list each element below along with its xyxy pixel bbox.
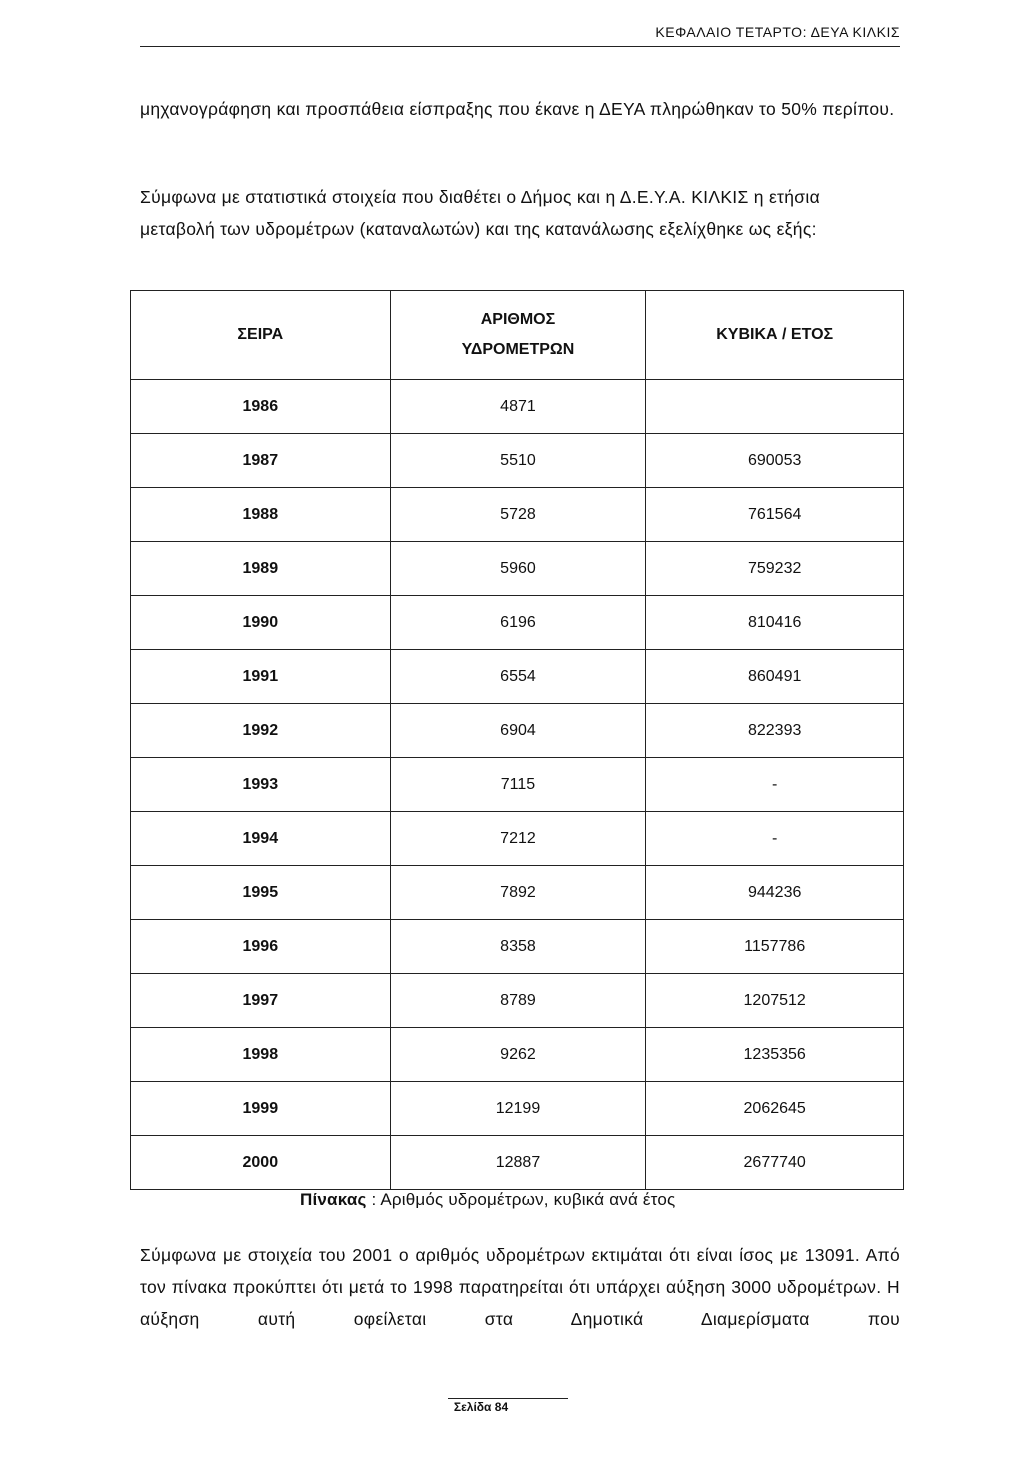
closing-paragraph: Σύμφωνα με στοιχεία του 2001 ο αριθμός υδρομέτρων εκτιμάται ότι είναι ίσος με 13091. Από τον πίνακα προκύπτει ότι μετά το 1998 παρατηρείται ότι υπάρχει αύξηση 3000 υδρομέτρων. Η αύξηση αυτή οφείλεται στα Δημοτικά Διαμερίσματα που — [140, 1245, 900, 1329]
table-row — [131, 488, 904, 542]
table-row — [131, 974, 904, 1028]
cell-year: 1988 — [131, 488, 391, 542]
cell-year: 1998 — [131, 1028, 391, 1082]
cell-meters: 7115 — [390, 758, 646, 812]
cell-meters: 6554 — [390, 650, 646, 704]
cell-year: 1997 — [131, 974, 391, 1028]
header-meters-line2: ΥΔΡΟΜΕΤΡΩΝ — [461, 341, 575, 358]
caption-label: Πίνακας — [300, 1190, 367, 1209]
cell-meters: 6196 — [390, 596, 646, 650]
cell-meters: 5728 — [390, 488, 646, 542]
table-row — [131, 1082, 904, 1136]
cell-cubic: - — [646, 758, 904, 812]
intro-paragraph-2: Σύμφωνα με στατιστικά στοιχεία που διαθέτει ο Δήμος και η Δ.Ε.Υ.Α. ΚΙΛΚΙΣ η ετήσια μεταβολή των υδρομέτρων (καταναλωτών) και της κατανάλωσης εξελίχθηκε ως εξής: — [140, 187, 820, 239]
cell-meters: 6904 — [390, 704, 646, 758]
cell-meters: 4871 — [390, 380, 646, 434]
cell-meters: 5510 — [390, 434, 646, 488]
cell-cubic: 2062645 — [646, 1082, 904, 1136]
cell-meters: 8789 — [390, 974, 646, 1028]
table-row — [131, 434, 904, 488]
cell-year: 1989 — [131, 542, 391, 596]
cell-meters: 12887 — [390, 1136, 646, 1190]
cell-cubic — [646, 380, 904, 434]
table-row — [131, 380, 904, 434]
cell-meters: 7892 — [390, 866, 646, 920]
intro-paragraph-1: μηχανογράφηση και προσπάθεια είσπραξης που έκανε η ΔΕΥΑ πληρώθηκαν το 50% περίπου. — [140, 99, 895, 119]
cell-meters: 12199 — [390, 1082, 646, 1136]
cell-cubic: 690053 — [646, 434, 904, 488]
table-row — [131, 1136, 904, 1190]
cell-cubic: 944236 — [646, 866, 904, 920]
table-row — [131, 542, 904, 596]
cell-cubic: - — [646, 812, 904, 866]
cell-cubic: 822393 — [646, 704, 904, 758]
cell-year: 1999 — [131, 1082, 391, 1136]
table-row — [131, 596, 904, 650]
cell-year: 1987 — [131, 434, 391, 488]
cell-cubic: 759232 — [646, 542, 904, 596]
header-year: ΣΕΙΡΑ — [131, 291, 391, 380]
cell-year: 2000 — [131, 1136, 391, 1190]
cell-cubic: 2677740 — [646, 1136, 904, 1190]
header-meters-line1: ΑΡΙΘΜΟΣ — [480, 311, 556, 328]
table-caption — [300, 1190, 675, 1210]
cell-cubic: 860491 — [646, 650, 904, 704]
cell-year: 1986 — [131, 380, 391, 434]
cell-year: 1993 — [131, 758, 391, 812]
footer-rule — [448, 1398, 568, 1399]
chapter-header: ΚΕΦΑΛΑΙΟ ΤΕΤΑΡΤΟ: ΔΕΥΑ ΚΙΛΚΙΣ — [655, 24, 900, 40]
header-rule — [140, 46, 900, 47]
cell-year: 1994 — [131, 812, 391, 866]
cell-meters: 5960 — [390, 542, 646, 596]
cell-year: 1996 — [131, 920, 391, 974]
table-row — [131, 650, 904, 704]
table-row — [131, 1028, 904, 1082]
cell-meters: 7212 — [390, 812, 646, 866]
header-meters — [390, 291, 646, 380]
cell-year: 1995 — [131, 866, 391, 920]
cell-cubic: 810416 — [646, 596, 904, 650]
caption-text: : Αριθμός υδρομέτρων, κυβικά ανά έτος — [371, 1190, 676, 1209]
cell-year: 1991 — [131, 650, 391, 704]
table-row — [131, 758, 904, 812]
page-number: Σελίδα 84 — [453, 1400, 509, 1414]
cell-cubic: 1207512 — [646, 974, 904, 1028]
table-row — [131, 866, 904, 920]
table-header-row — [131, 291, 904, 380]
water-meters-table — [130, 290, 904, 1190]
table-row — [131, 704, 904, 758]
header-cubic: ΚΥΒΙΚΑ / ΕΤΟΣ — [646, 291, 904, 380]
cell-cubic: 1235356 — [646, 1028, 904, 1082]
cell-year: 1992 — [131, 704, 391, 758]
cell-meters: 8358 — [390, 920, 646, 974]
cell-cubic: 1157786 — [646, 920, 904, 974]
table-row — [131, 920, 904, 974]
cell-year: 1990 — [131, 596, 391, 650]
cell-meters: 9262 — [390, 1028, 646, 1082]
cell-cubic: 761564 — [646, 488, 904, 542]
table-row — [131, 812, 904, 866]
